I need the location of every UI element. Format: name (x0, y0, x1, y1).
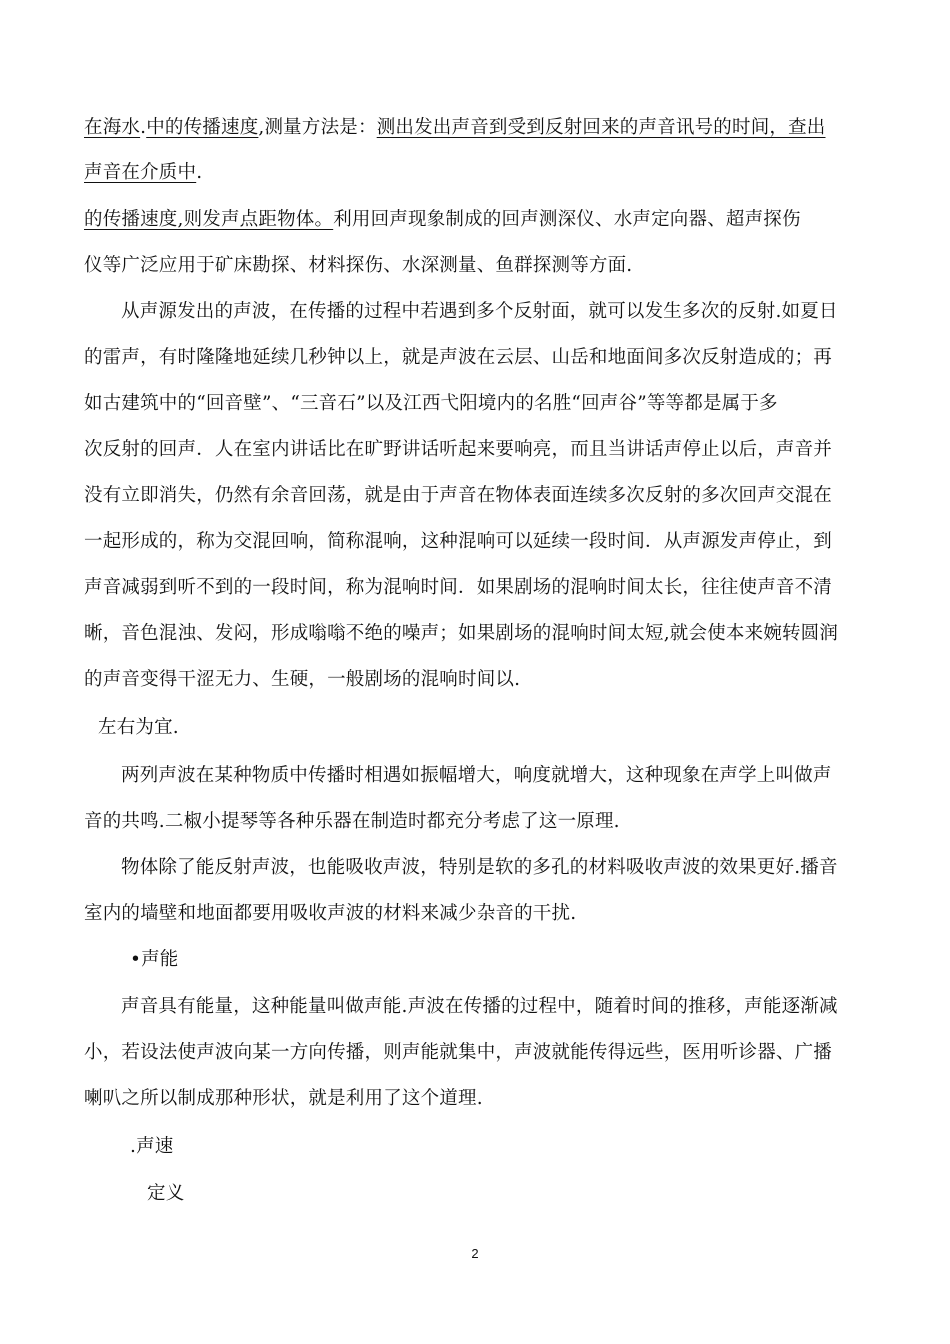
underlined-text: 测出发出声音到受到反射回来的声音讯号的时间，查出 (376, 117, 826, 138)
text-line: 小，若设法使声波向某一方向传播，则声能就集中，声波就能传得远些，医用听诊器、广播 (84, 1042, 833, 1063)
underlined-text: 中的传播速度 (146, 117, 259, 138)
text-line: 室内的墙壁和地面都要用吸收声波的材料来减少杂音的干扰. (84, 903, 577, 924)
text-line: 如古建筑中的“回音壁”、“三音石”以及江西弋阳境内的名胜“回声谷”等等都是属于多 (84, 393, 778, 414)
text-line (84, 115, 826, 141)
underlined-text: 在海水 (84, 117, 141, 138)
subsection-heading: 定义 (147, 1183, 185, 1204)
text-line: 两列声波在某种物质中传播时相遇如振幅增大，响度就增大，这种现象在声学上叫做声 (121, 765, 832, 786)
text-line: 的雷声，有时隆隆地延续几秒钟以上，就是声波在云层、山岳和地面间多次反射造成的；再 (84, 347, 833, 368)
text-line: 次反射的回声．人在室内讲话比在旷野讲话听起来要响亮，而且当讲话声停止以后，声音并 (84, 439, 833, 460)
text-run: 利用回声现象制成的回声测深仪、水声定向器、超声探伤 (333, 209, 801, 230)
text-run: . (140, 117, 147, 138)
page-number: 2 (471, 1246, 479, 1261)
text-line (84, 207, 801, 233)
text-line (84, 160, 202, 186)
text-line: 喇叭之所以制成那种形状，就是利用了这个道理. (84, 1088, 483, 1109)
section-heading: .声速 (130, 1136, 174, 1157)
text-line: 的声音变得干涩无力、生硬，一般剧场的混响时间以. (84, 669, 521, 690)
text-line: 音的共鸣.二椒小提琴等各种乐器在制造时都充分考虑了这一原理. (84, 811, 620, 832)
text-line: 声音减弱到听不到的一段时间，称为混响时间．如果剧场的混响时间太长，往往使声音不清 (84, 577, 833, 598)
text-line: 从声源发出的声波，在传播的过程中若遇到多个反射面，就可以发生多次的反射.如夏日 (121, 301, 838, 322)
text-line: 一起形成的，称为交混回响，简称混响，这种混响可以延续一段时间．从声源发声停止，到 (84, 531, 833, 552)
text-line: 物体除了能反射声波，也能吸收声波，特别是软的多孔的材料吸收声波的效果更好.播音 (121, 857, 838, 878)
text-line: 仪等广泛应用于矿床勘探、材料探伤、水深测量、鱼群探测等方面. (84, 255, 633, 276)
text-line: 左右为宜. (98, 717, 179, 738)
underlined-text: 声音在介质中 (84, 162, 197, 183)
text-line: 声音具有能量，这种能量叫做声能.声波在传播的过程中，随着时间的推移，声能逐渐减 (121, 996, 838, 1017)
text-line: 晰，音色混浊、发闷，形成嗡嗡不绝的噪声；如果剧场的混响时间太短,就会使本来婉转圆润 (84, 623, 839, 644)
section-heading: •声能 (130, 949, 179, 970)
underlined-text: 的传播速度,则发声点距物体。 (84, 209, 334, 230)
text-run: ,测量方法是： (258, 117, 377, 138)
text-run: . (196, 162, 203, 183)
text-line: 没有立即消失，仍然有余音回荡，就是由于声音在物体表面连续多次反射的多次回声交混在 (84, 485, 833, 506)
